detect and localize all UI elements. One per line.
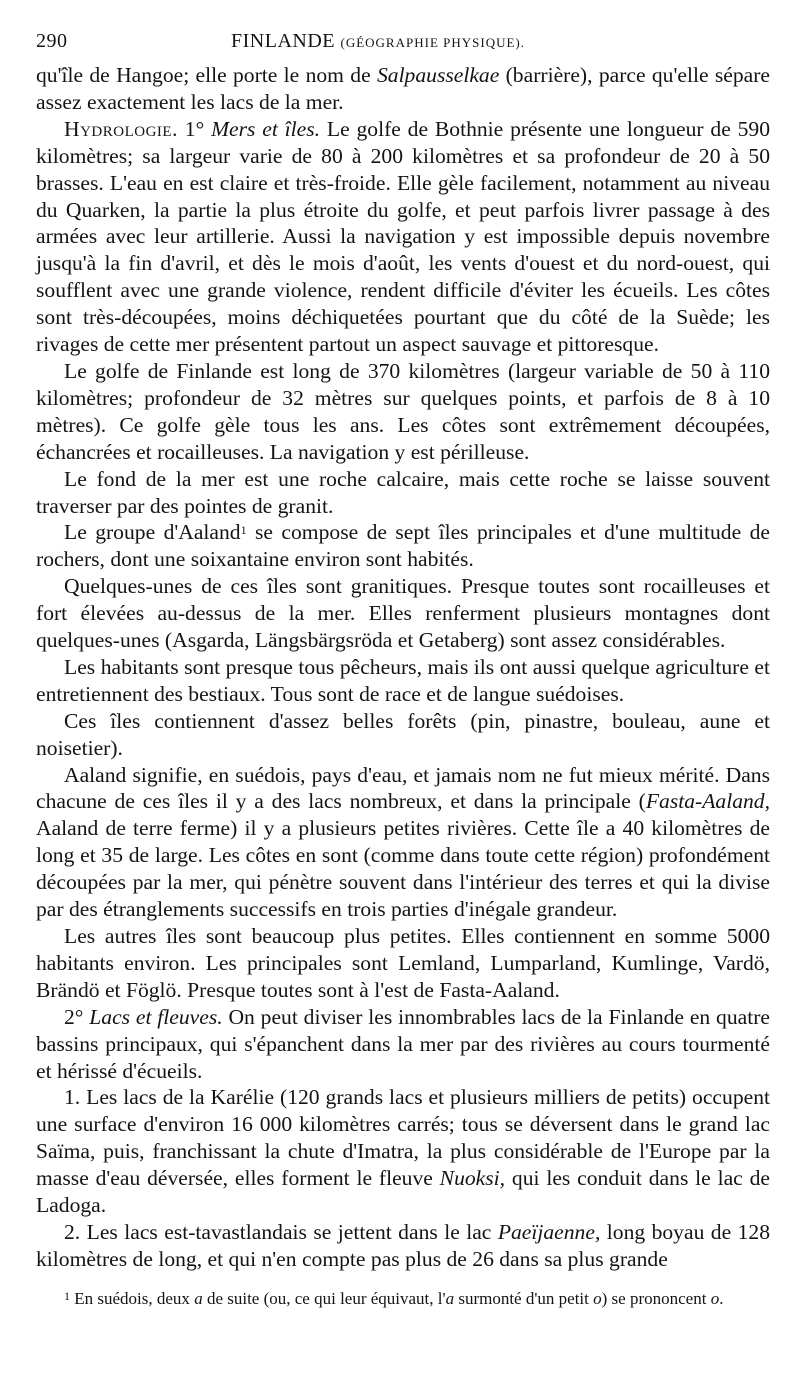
paragraph-p4	[36, 519, 770, 573]
body-text	[36, 62, 770, 1273]
text-run: qui les conduit dans le lac de Ladoga.	[36, 1166, 770, 1218]
paragraph-p10	[36, 1004, 770, 1085]
text-run: Les autres îles sont beaucoup plus petites. Elles contiennent en somme 5000 habitants environ. Les principales sont Lemland, Lumparland, Kumlinge, Vardö, Brändö et Föglö. Presque toutes sont à l'est de Fasta-Aaland.	[36, 924, 770, 1002]
text-run: On peut diviser les innombrables lacs de la Finlande en quatre bassins principaux, qui s'épanchent dans la mer par des rivières au cours tourmenté et hérissé d'écueils.	[36, 1004, 770, 1083]
text-run: se compose de sept îles principales et d'une multitude de rochers, dont une soixantaine environ sont habités.	[36, 520, 770, 572]
paragraph-p7	[36, 708, 770, 762]
paragraph-p0	[36, 62, 770, 116]
italic-text: Paeïjaenne,	[497, 1219, 601, 1244]
text-run: Le golfe de Finlande est long de 370 kilomètres (largeur variable de 50 à 110 kilomètres; profondeur de 32 mètres sur quelques points, et parfois de 8 à 10 mètres). Ce golfe gèle tous les ans. Les côtes sont extrêmement découpées, échancrées et rocailleuses. La navigation y est périlleuse.	[36, 358, 770, 464]
text-run: Aaland de terre ferme) il y a plusieurs petites rivières. Cette île a 40 kilomètres de long et 35 de large. Les côtes en sont (comme dans toute cette région) profondément découpées par la mer, qui pénètre souvent dans l'intérieur des terres et qui la divise par des étranglements successifs en trois parties d'inégale grandeur.	[36, 816, 770, 922]
paragraph-p3	[36, 466, 770, 520]
paragraph-p2	[36, 358, 770, 466]
text-run: qu'île de Hangoe; elle porte le nom de	[36, 63, 377, 87]
paragraph-p6	[36, 654, 770, 708]
footnote-marker: 1	[240, 523, 247, 538]
text-run: 2°	[64, 1004, 90, 1029]
text-run: Aaland signifie, en suédois, pays d'eau, et jamais nom ne fut mieux mérité. Dans chacune de ces îles il y a des lacs nombreux, et dans la principale (	[36, 762, 770, 814]
text-run: de suite (ou, ce qui leur équivaut, l'	[202, 1288, 446, 1308]
text-run: surmonté d'un petit	[454, 1288, 594, 1308]
footnote	[36, 1287, 770, 1310]
section-heading: Hydrologie.	[64, 116, 178, 141]
footnote-text	[36, 1287, 770, 1310]
text-run: Le groupe d'Aaland	[64, 520, 241, 545]
text-run: Ces îles contiennent d'assez belles forêts (pin, pinastre, bouleau, aune et noisetier).	[36, 708, 770, 760]
italic-text: Mers et îles.	[211, 116, 321, 141]
running-head-sub: (GÉOGRAPHIE PHYSIQUE).	[340, 35, 525, 50]
text-run: En suédois, deux	[70, 1288, 195, 1308]
text-run: 1°	[177, 116, 212, 141]
paragraph-p5	[36, 573, 770, 654]
page-header	[36, 22, 770, 62]
text-run: 2. Les lacs est-tavastlandais se jettent dans le lac	[64, 1219, 498, 1244]
text-run: 1. Les lacs de la Karélie (120 grands lacs et plusieurs milliers de petits) occupent une surface d'environ 16 000 kilomètres carrés; tous se déversent dans le grand lac Saïma, puis, franchissant la chute d'Imatra, la plus considérable de l'Europe par la masse d'eau déversée, elles forment le fleuve	[36, 1085, 770, 1191]
text-run: Quelques-unes de ces îles sont granitiques. Presque toutes sont rocailleuses et fort élevées au-dessus de la mer. Elles renferment plusieurs montagnes dont quelques-unes (Asgarda, Längsbärgsröda et Getaberg) sont assez considérables.	[36, 574, 770, 653]
text-run: ) se prononcent	[601, 1288, 711, 1308]
text-run: Les habitants sont presque tous pêcheurs, mais ils ont aussi quelque agriculture et entretiennent des bestiaux. Tous sont de race et de langue suédoises.	[36, 654, 770, 706]
text-run: long boyau de 128 kilomètres de long, et qui n'en compte pas plus de 26 dans sa plus grande	[36, 1219, 770, 1271]
page-number: 290	[36, 30, 68, 52]
italic-text: a	[194, 1288, 203, 1308]
italic-text: o	[593, 1288, 602, 1308]
italic-text: Lacs et fleuves.	[89, 1004, 223, 1029]
running-head-main: FINLANDE	[231, 30, 335, 52]
paragraph-p11	[36, 1084, 770, 1219]
text-run: .	[719, 1288, 724, 1308]
running-head	[231, 30, 525, 53]
paragraph-p12	[36, 1219, 770, 1273]
footnote-marker: 1	[64, 1288, 70, 1303]
italic-text: Nuoksi,	[439, 1166, 506, 1191]
text-run: Le golfe de Bothnie présente une longueur de 590 kilomètres; sa largeur varie de 80 à 200 kilomètres et sa profondeur de 20 à 50 brasses. L'eau en est claire et très-froide. Elle gèle facilement, notamment au niveau du Quarken, la partie la plus étroite du golfe, et peut parfois livrer passage à des armées avec leur artillerie. Aussi la navigation y est impossible depuis novembre jusqu'à la fin d'avril, et dès le mois d'août, les vents d'ouest et du nord-ouest, qui soufflent avec une grande violence, rendent difficile d'éviter les écueils. Les côtes sont très-découpées, moins déchiquetées pourtant que du côté de la Suède; les rivages de cette mer présentent partout un aspect sauvage et pittoresque.	[36, 116, 770, 357]
italic-text: Fasta-Aaland,	[645, 789, 770, 814]
paragraph-p8	[36, 762, 770, 923]
italic-text: a	[445, 1288, 455, 1308]
paragraph-p1	[36, 116, 770, 358]
text-run: (barrière), parce qu'elle sépare assez exactement les lacs de la mer.	[36, 63, 770, 114]
text-run: Le fond de la mer est une roche calcaire, mais cette roche se laisse souvent traverser par des pointes de granit.	[36, 466, 770, 518]
italic-text: o	[710, 1288, 720, 1308]
paragraph-p9	[36, 923, 770, 1004]
italic-text: Salpausselkae	[376, 63, 500, 87]
